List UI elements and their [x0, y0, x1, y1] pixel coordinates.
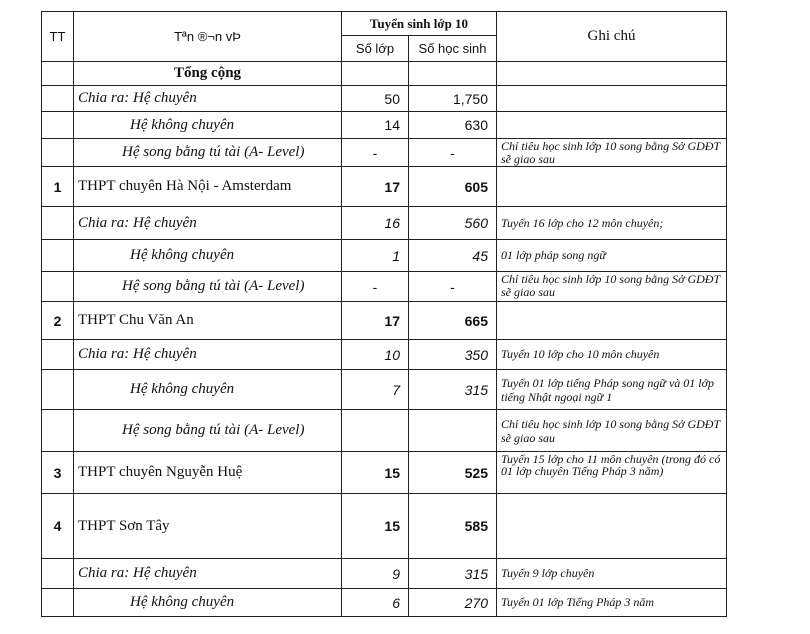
table-row: [42, 207, 727, 240]
row-tt: [42, 272, 74, 302]
table-row: [42, 86, 727, 112]
table-row: [42, 340, 727, 370]
row-student-count: [409, 62, 497, 86]
row-name: Hệ không chuyên: [74, 112, 342, 139]
row-name: Tổng cộng: [74, 62, 342, 86]
row-tt: [42, 340, 74, 370]
header-enrollment: Tuyển sinh lớp 10: [342, 12, 497, 36]
row-name: Chia ra: Hệ chuyên: [74, 86, 342, 112]
row-class-count: -: [342, 139, 409, 167]
table-row: [42, 272, 727, 302]
row-student-count: -: [409, 272, 497, 302]
table-row: [42, 452, 727, 494]
row-note: 01 lớp pháp song ngữ: [497, 240, 727, 272]
row-tt: [42, 112, 74, 139]
row-name: Chia ra: Hệ chuyên: [74, 559, 342, 589]
row-name: Hệ song bằng tú tài (A- Level): [74, 139, 342, 167]
row-note: Chỉ tiêu học sinh lớp 10 song bằng Sở GDĐT sẽ giao sau: [497, 272, 727, 302]
row-student-count: 45: [409, 240, 497, 272]
row-note: [497, 62, 727, 86]
row-class-count: 9: [342, 559, 409, 589]
row-student-count: [409, 410, 497, 452]
row-tt: 2: [42, 302, 74, 340]
row-student-count: 665: [409, 302, 497, 340]
row-class-count: 6: [342, 589, 409, 617]
table-row: [42, 139, 727, 167]
header-class-count: Số lớp: [342, 36, 409, 62]
row-note: [497, 112, 727, 139]
row-class-count: -: [342, 272, 409, 302]
row-name: THPT Chu Văn An: [74, 302, 342, 340]
row-tt: [42, 589, 74, 617]
row-note: Tuyển 01 lớp Tiếng Pháp 3 năm: [497, 589, 727, 617]
row-note: Tuyển 16 lớp cho 12 môn chuyên;: [497, 207, 727, 240]
row-student-count: 560: [409, 207, 497, 240]
row-name: Hệ song bằng tú tài (A- Level): [74, 272, 342, 302]
enrollment-table: [41, 11, 727, 617]
row-class-count: 7: [342, 370, 409, 410]
table-row: [42, 167, 727, 207]
row-class-count: 50: [342, 86, 409, 112]
row-name: Hệ không chuyên: [74, 370, 342, 410]
row-name: THPT chuyên Hà Nội - Amsterdam: [74, 167, 342, 207]
row-note: [497, 167, 727, 207]
row-class-count: 17: [342, 167, 409, 207]
row-note: Chỉ tiêu học sinh lớp 10 song bằng Sở GDĐT sẽ giao sau: [497, 139, 727, 167]
row-name: Hệ không chuyên: [74, 240, 342, 272]
row-name: Hệ không chuyên: [74, 589, 342, 617]
row-class-count: [342, 62, 409, 86]
row-note: Tuyển 01 lớp tiếng Pháp song ngữ và 01 lớp tiếng Nhật ngoại ngữ 1: [497, 370, 727, 410]
row-class-count: 15: [342, 452, 409, 494]
row-student-count: -: [409, 139, 497, 167]
row-name: Chia ra: Hệ chuyên: [74, 207, 342, 240]
row-note: Tuyển 9 lớp chuyên: [497, 559, 727, 589]
row-student-count: 315: [409, 559, 497, 589]
row-class-count: 10: [342, 340, 409, 370]
table-row: [42, 494, 727, 559]
table-row: [42, 112, 727, 139]
row-note: Tuyển 10 lớp cho 10 môn chuyên: [497, 340, 727, 370]
row-tt: [42, 86, 74, 112]
row-tt: [42, 62, 74, 86]
row-note: [497, 302, 727, 340]
table-row: [42, 240, 727, 272]
row-name: THPT chuyên Nguyễn Huệ: [74, 452, 342, 494]
row-tt: [42, 139, 74, 167]
row-class-count: 14: [342, 112, 409, 139]
row-name: Chia ra: Hệ chuyên: [74, 340, 342, 370]
row-tt: [42, 207, 74, 240]
header-unit-name: Tªn ®¬n vÞ: [74, 12, 342, 62]
row-note: [497, 86, 727, 112]
row-student-count: 270: [409, 589, 497, 617]
table-row: [42, 370, 727, 410]
row-tt: 1: [42, 167, 74, 207]
header-tt: TT: [42, 12, 74, 62]
row-tt: 3: [42, 452, 74, 494]
row-tt: [42, 240, 74, 272]
row-student-count: 350: [409, 340, 497, 370]
row-student-count: 1,750: [409, 86, 497, 112]
row-class-count: [342, 410, 409, 452]
row-tt: [42, 559, 74, 589]
row-class-count: 17: [342, 302, 409, 340]
row-note: Tuyển 15 lớp cho 11 môn chuyên (trong đó có 01 lớp chuyên Tiếng Pháp 3 năm): [497, 452, 727, 494]
table-row: [42, 410, 727, 452]
row-student-count: 630: [409, 112, 497, 139]
header-notes: Ghi chú: [497, 12, 727, 62]
row-tt: 4: [42, 494, 74, 559]
row-class-count: 15: [342, 494, 409, 559]
row-tt: [42, 410, 74, 452]
row-tt: [42, 370, 74, 410]
row-student-count: 315: [409, 370, 497, 410]
row-name: THPT Sơn Tây: [74, 494, 342, 559]
row-note: Chỉ tiêu học sinh lớp 10 song bằng Sở GDĐT sẽ giao sau: [497, 410, 727, 452]
row-student-count: 585: [409, 494, 497, 559]
row-student-count: 525: [409, 452, 497, 494]
row-student-count: 605: [409, 167, 497, 207]
row-class-count: 16: [342, 207, 409, 240]
table-row: [42, 589, 727, 617]
row-note: [497, 494, 727, 559]
table-row: [42, 559, 727, 589]
table-row: [42, 62, 727, 86]
row-name: Hệ song bằng tú tài (A- Level): [74, 410, 342, 452]
table-row: [42, 302, 727, 340]
row-class-count: 1: [342, 240, 409, 272]
header-student-count: Số học sinh: [409, 36, 497, 62]
